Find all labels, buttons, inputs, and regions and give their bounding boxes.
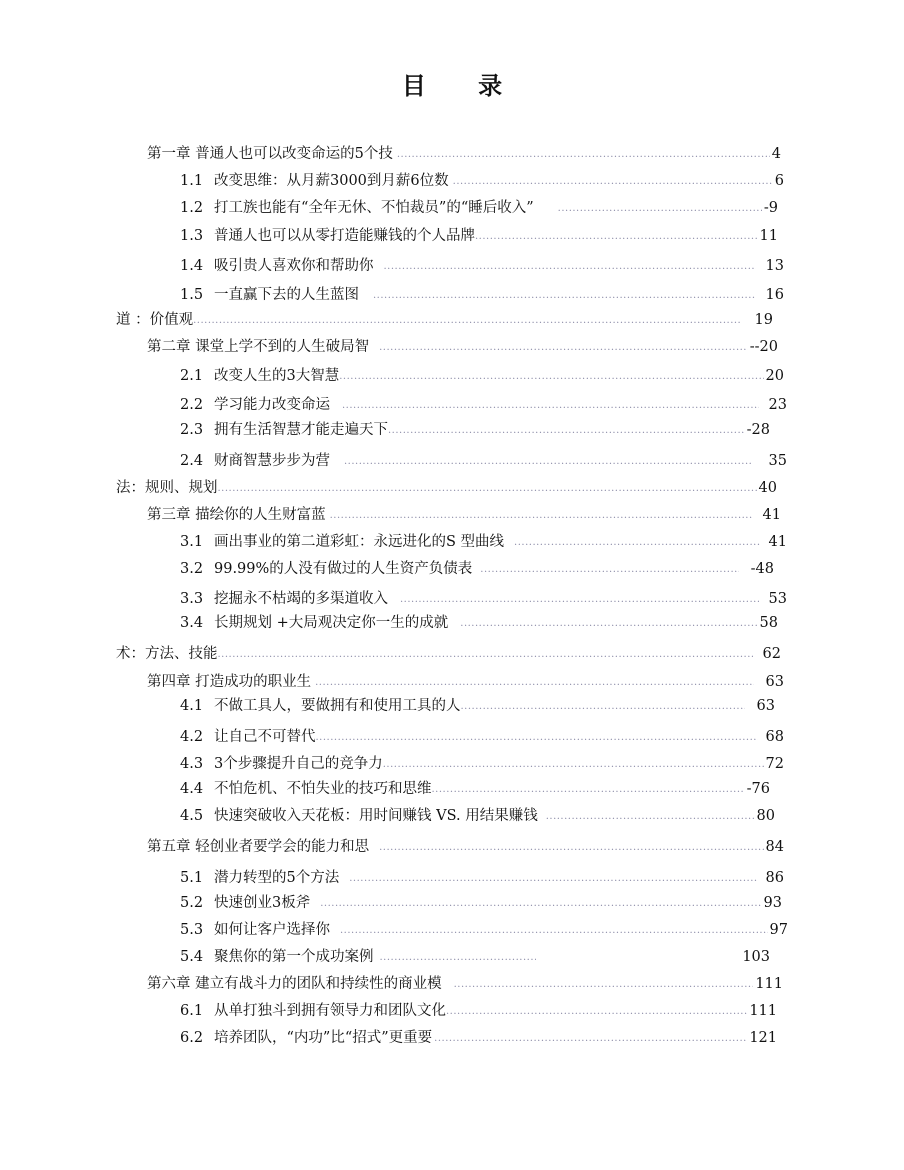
dot-leader <box>339 370 763 384</box>
toc-section-number: 1.2 <box>180 200 204 216</box>
toc-entry-label: 拥有生活智慧才能走遍天下 <box>214 422 388 438</box>
dot-leader <box>446 1005 747 1019</box>
dot-leader <box>193 314 740 328</box>
toc-page-number: -48 <box>750 561 774 577</box>
toc-entry-1-1[interactable] <box>180 172 784 190</box>
toc-entry-2-4[interactable] <box>180 452 787 470</box>
toc-page-number: 63 <box>765 674 784 690</box>
toc-page-number: 11 <box>759 228 778 244</box>
toc-page-number: 16 <box>765 287 784 303</box>
toc-section-number: 2.3 <box>180 422 204 438</box>
toc-entry-label: 法：规则、规划 <box>116 480 218 496</box>
toc-entry-label: 培养团队，“内功”比“招式”更重要 <box>214 1030 433 1046</box>
dot-leader <box>461 700 745 714</box>
toc-section-number: 5.4 <box>180 949 204 965</box>
dot-leader <box>558 202 762 216</box>
toc-section-number: 1.4 <box>180 258 204 274</box>
toc-section-number: 1.3 <box>180 228 204 244</box>
toc-entry-label: 潜力转型的5个方法 <box>214 870 340 886</box>
toc-entry-4-2[interactable] <box>180 728 784 746</box>
toc-page-number: 72 <box>765 756 784 772</box>
toc-page-number: 58 <box>759 615 778 631</box>
dot-leader <box>330 509 753 523</box>
toc-page-number: 19 <box>754 312 773 328</box>
toc-entry-label: 打工族也能有“全年无休、不怕裁员”的“睡后收入” <box>214 200 534 216</box>
toc-section-number: 3.4 <box>180 615 204 631</box>
toc-entry-chapter-1[interactable] <box>147 145 781 163</box>
dot-leader <box>349 872 757 886</box>
toc-entry-label: 道 ：价值观 <box>116 312 194 328</box>
toc-entry-part-dao[interactable] <box>116 311 773 329</box>
toc-entry-label: 长期规划 +大局观决定你一生的成就 <box>214 615 449 631</box>
toc-page-number: 111 <box>749 1003 777 1019</box>
dot-leader <box>432 783 745 797</box>
toc-entry-label: 一直赢下去的人生蓝图 <box>214 287 359 303</box>
toc-section-number: 1.5 <box>180 287 204 303</box>
toc-entry-2-3[interactable] <box>180 421 770 439</box>
toc-entry-label: 让自己不可替代 <box>214 729 316 745</box>
toc-entry-chapter-5[interactable] <box>147 838 784 856</box>
toc-section-number: 5.3 <box>180 922 204 938</box>
dot-leader <box>480 563 738 577</box>
toc-entry-5-1[interactable] <box>180 869 784 887</box>
toc-page-number: 13 <box>765 258 784 274</box>
toc-entry-label: 第四章 打造成功的职业生 <box>147 674 312 690</box>
dot-leader <box>546 810 755 824</box>
toc-entry-5-4[interactable] <box>180 948 770 966</box>
toc-entry-1-5[interactable] <box>180 286 784 304</box>
toc-entry-5-3[interactable] <box>180 921 788 939</box>
toc-entry-3-3[interactable] <box>180 590 787 608</box>
toc-section-number: 3.2 <box>180 561 204 577</box>
toc-entry-label: 改变人生的3大智慧 <box>214 368 340 384</box>
toc-page-number: 40 <box>758 480 777 496</box>
dot-leader <box>453 175 773 189</box>
dot-leader <box>342 399 759 413</box>
dot-leader <box>379 841 763 855</box>
toc-entry-chapter-4[interactable] <box>147 673 784 691</box>
dot-leader <box>218 648 753 662</box>
toc-entry-label: 如何让客户选择你 <box>214 922 330 938</box>
toc-entry-5-2[interactable] <box>180 894 782 912</box>
toc-section-number: 4.5 <box>180 808 204 824</box>
dot-leader <box>373 289 756 303</box>
toc-section-number: 2.2 <box>180 397 204 413</box>
toc-page-number: -76 <box>746 781 770 797</box>
dot-leader <box>379 341 748 355</box>
toc-entry-2-2[interactable] <box>180 396 787 414</box>
toc-entry-label: 第二章 课堂上学不到的人生破局智 <box>147 339 370 355</box>
toc-entry-chapter-6[interactable] <box>147 975 783 993</box>
dot-leader <box>434 1032 747 1046</box>
page-title: 目 录 <box>401 71 525 100</box>
toc-entry-4-4[interactable] <box>180 780 770 798</box>
dot-leader <box>397 148 770 162</box>
toc-entry-1-3[interactable] <box>180 227 778 245</box>
toc-page-number: -28 <box>746 422 770 438</box>
toc-entry-label: 快速创业3板斧 <box>214 895 311 911</box>
toc-section-number: 4.4 <box>180 781 204 797</box>
dot-leader <box>475 230 758 244</box>
toc-page-number: 111 <box>755 976 783 992</box>
toc-entry-label: 99.99%的人没有做过的人生资产负债表 <box>214 561 473 577</box>
toc-entry-label: 财商智慧步步为营 <box>214 453 330 469</box>
toc-entry-4-5[interactable] <box>180 807 775 825</box>
toc-page-number: 62 <box>762 646 781 662</box>
toc-entry-label: 不怕危机、不怕失业的技巧和思维 <box>214 781 432 797</box>
dot-leader <box>315 676 753 690</box>
toc-page-number: 63 <box>756 698 775 714</box>
toc-page-number: 121 <box>749 1030 777 1046</box>
toc-entry-label: 第一章 普通人也可以改变命运的5个技 <box>147 146 393 162</box>
toc-page-number: 53 <box>768 591 787 607</box>
toc-entry-label: 术：方法、技能 <box>116 646 218 662</box>
toc-section-number: 4.3 <box>180 756 204 772</box>
toc-entry-label: 不做工具人，要做拥有和使用工具的人 <box>214 698 461 714</box>
toc-page-number: 93 <box>763 895 782 911</box>
toc-page-number: 35 <box>768 453 787 469</box>
dot-leader <box>384 260 756 274</box>
toc-page-number: 68 <box>765 729 784 745</box>
toc-entry-part-shu[interactable] <box>116 645 781 663</box>
toc-section-number: 6.2 <box>180 1030 204 1046</box>
toc-section-number: 2.4 <box>180 453 204 469</box>
toc-section-number: 4.2 <box>180 729 204 745</box>
toc-section-number: 6.1 <box>180 1003 204 1019</box>
toc-entry-label: 第三章 描绘你的人生财富蓝 <box>147 507 326 523</box>
toc-entry-label: 画出事业的第二道彩虹：永远进化的S 型曲线 <box>214 534 505 550</box>
toc-section-number: 5.2 <box>180 895 204 911</box>
toc-section-number: 3.1 <box>180 534 204 550</box>
toc-page-number: 41 <box>762 507 781 523</box>
dot-leader <box>340 924 768 938</box>
dot-leader <box>514 536 761 550</box>
toc-section-number: 5.1 <box>180 870 204 886</box>
toc-entry-chapter-2[interactable] <box>147 338 778 356</box>
toc-entry-label: 第六章 建立有战斗力的团队和持续性的商业模 <box>147 976 442 992</box>
toc-entry-label: 从单打独斗到拥有领导力和团队文化 <box>214 1003 446 1019</box>
dot-leader <box>218 482 757 496</box>
toc-entry-label: 第五章 轻创业者要学会的能力和思 <box>147 839 370 855</box>
toc-entry-label: 改变思维：从月薪3000到月薪6位数 <box>214 173 449 189</box>
toc-entry-part-fa[interactable] <box>116 479 777 497</box>
toc-entry-3-2[interactable] <box>180 560 774 578</box>
toc-entry-chapter-3[interactable] <box>147 506 781 524</box>
dot-leader <box>400 593 759 607</box>
toc-entry-label: 普通人也可以从零打造能赚钱的个人品牌 <box>214 228 475 244</box>
dot-leader <box>460 617 757 631</box>
toc-page-number: 4 <box>771 146 781 162</box>
toc-entry-label: 3个步骤提升自己的竞争力 <box>214 756 383 772</box>
toc-page-number: 84 <box>765 839 784 855</box>
toc-page-number: 23 <box>768 397 787 413</box>
toc-section-number: 4.1 <box>180 698 204 714</box>
dot-leader <box>380 951 537 965</box>
toc-page-number: 20 <box>765 368 784 384</box>
dot-leader <box>383 758 764 772</box>
toc-page-number: 97 <box>769 922 788 938</box>
toc-entry-3-1[interactable] <box>180 533 787 551</box>
toc-page-number: --20 <box>749 339 778 355</box>
dot-leader <box>388 424 745 438</box>
toc-section-number: 3.3 <box>180 591 204 607</box>
dot-leader <box>344 455 753 469</box>
toc-section-number: 2.1 <box>180 368 204 384</box>
dot-leader <box>320 897 761 911</box>
toc-section-number: 1.1 <box>180 173 204 189</box>
toc-page-number: 86 <box>765 870 784 886</box>
toc-entry-label: 挖掘永不枯竭的多渠道收入 <box>214 591 388 607</box>
dot-leader <box>316 731 758 745</box>
toc-entry-4-3[interactable] <box>180 755 784 773</box>
toc-entry-1-2[interactable] <box>180 199 778 217</box>
toc-page-number: 6 <box>774 173 784 189</box>
toc-entry-label: 吸引贵人喜欢你和帮助你 <box>214 258 374 274</box>
toc-page-number: 80 <box>756 808 775 824</box>
toc-entry-6-2[interactable] <box>180 1029 777 1047</box>
toc-entry-1-4[interactable] <box>180 257 784 275</box>
toc-entry-3-4[interactable] <box>180 614 778 632</box>
dot-leader <box>454 978 754 992</box>
toc-entry-6-1[interactable] <box>180 1002 777 1020</box>
toc-entry-2-1[interactable] <box>180 367 784 385</box>
toc-page-number: -9 <box>763 200 778 216</box>
toc-page-number: 41 <box>768 534 787 550</box>
toc-entry-label: 聚焦你的第一个成功案例 <box>214 949 374 965</box>
toc-page-number: 103 <box>742 949 770 965</box>
toc-entry-label: 快速突破收入天花板：用时间赚钱 VS. 用结果赚钱 <box>214 808 538 824</box>
toc-entry-label: 学习能力改变命运 <box>214 397 330 413</box>
toc-entry-4-1[interactable] <box>180 697 775 715</box>
